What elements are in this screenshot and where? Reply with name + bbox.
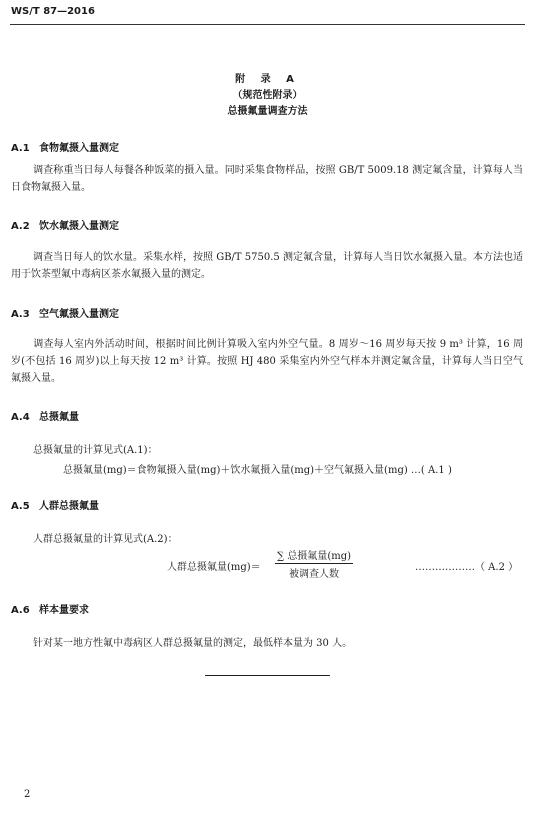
section-number: A.6 [11,605,30,616]
section-title: 总摄氟量 [39,412,79,423]
section-heading-a4 [11,408,79,423]
section-paragraph-a1 [11,162,523,196]
formula-intro-a1: 总摄氟量的计算见式(A.1)： [33,445,158,456]
annex-subtitle: （规范性附录） [232,90,303,101]
section-title: 空气氟摄入量测定 [39,309,119,320]
section-title: 人群总摄氟量 [39,501,99,512]
paragraph-text: 调查称重当日每人每餐各种饭菜的摄入量。同时采集食物样品，按照 GB/T 5009.18 测定氟含量，计算每人当日食物氟摄入量。 [11,165,523,193]
section-heading-a5 [11,497,99,512]
section-heading-a1 [11,139,119,154]
paragraph-text: 调查当日每人的饮水量。采集水样，按照 GB/T 5750.5 测定氟含量，计算每人当日饮水氟摄入量。本方法也适用于饮茶型氟中毒病区茶水氟摄入量的测定。 [11,252,523,280]
formula-a2-numerator: ∑ 总摄氟量(mg) [275,547,353,564]
annex-title: 附 录 A [235,74,300,85]
section-paragraph-a2 [11,249,523,283]
header-rule [10,24,525,25]
section-title: 饮水氟摄入量测定 [39,221,119,232]
section-number: A.2 [11,221,30,232]
formula-a2-denominator: 被调查人数 [289,569,339,580]
section-paragraph-a3 [11,336,523,387]
paragraph-text: 调查每人室内外活动时间，根据时间比例计算吸入室内外空气量。8 周岁～16 周岁每天按 9 m³ 计算，16 周岁(不包括 16 周岁)以上每天按 12 m³ 计算。按照 HJ 480 采集室内外空气样本并测定氟含量，计算每人当日空气氟摄入量。 [11,339,523,384]
section-heading-a2 [11,217,119,232]
section-number: A.1 [11,143,30,154]
formula-a2-tag: ………………（ A.2 ） [415,562,519,573]
section-number: A.3 [11,309,30,320]
end-rule [205,675,330,676]
page-number: 2 [24,789,31,800]
section-heading-a3 [11,305,119,320]
annex-name: 总摄氟量调查方法 [227,106,308,117]
section-title: 食物氟摄入量测定 [39,143,119,154]
section-paragraph-a6: 针对某一地方性氟中毒病区人群总摄氟量的测定，最低样本量为 30 人。 [33,638,353,649]
section-heading-a6 [11,601,89,616]
standard-header: WS/T 87—2016 [11,6,95,17]
formula-a2-lhs: 人群总摄氟量(mg)＝ [167,562,261,573]
formula-intro-a2: 人群总摄氟量的计算见式(A.2)： [33,534,178,545]
formula-a1: 总摄氟量(mg)＝食物氟摄入量(mg)＋饮水氟摄入量(mg)＋空气氟摄入量(mg) …( A.1 ) [63,465,452,476]
section-number: A.4 [11,412,30,423]
section-number: A.5 [11,501,30,512]
section-title: 样本量要求 [39,605,89,616]
formula-a2-fraction [275,547,353,580]
